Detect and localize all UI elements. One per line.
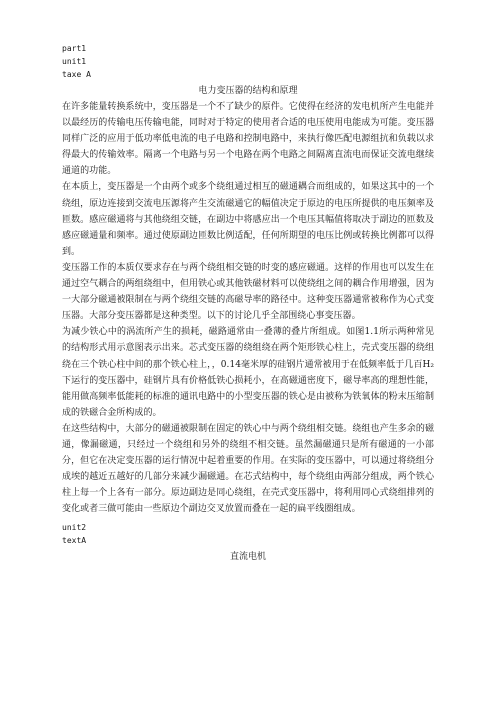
text-label: taxe A [62,70,91,79]
section-title: 直流电机 [229,552,266,563]
paragraph: 在本质上，变压器是一个由两个或多个绕组通过相互的磁通耦合而组成的，如果这其中的一个绕组，原边连接到交流电压源将产生交流磁通它的幅值决定于原边的电压所提供的电压频率及匝数。感应磁通将与其他绕组交链，在副边中将感应出一个电压其幅值将取决于副边的匝数及感应磁通量和频率。通过使原副边匝数比例适配，任何所期望的电压比例或转换比例都可以得到。 [62,182,434,257]
text-label: textA [62,536,87,546]
paragraph: 变压器工作的本质仅要求存在与两个绕组相交链的时变的感应磁通。这样的作用也可以发生在通过空气耦合的两组绕组中，但用铁心或其他铁磁材料可以使绕组之间的耦合作用增强，因为一大部分磁通被限制在与两个绕组交链的高磁导率的路径中。这种变压器通常被称作为心式变压器。大部分变压器都是这种类型。以下的讨论几乎全部围绕心事变压器。 [62,262,434,322]
paragraph: 为减少铁心中的涡流所产生的损耗，磁路通常由一叠薄的叠片所组成。如图1.1所示两种常见的结构形式用示意图表示出来。芯式变压器的绕组绕在两个矩形铁心柱上，壳式变压器的绕组绕在三个铁心柱中间的那个铁心柱上，，0.14毫米厚的硅钢片通常被用于在低频率低于几百H₂下运行的变压器中，硅钢片具有价格低铁心损耗小，在高磁通密度下，磁导率高的理想性能，能用做高频率低能耗的标准的通讯电路中的小型变压器的铁心是由被称为铁氧体的粉末压缩制成的铁磁合金所构成的。 [62,327,434,418]
part-label: part1 [62,44,87,53]
unit-label: unit1 [62,57,87,66]
section-title: 电力变压器的结构和原理 [198,86,298,96]
unit-label: unit2 [62,523,87,533]
paragraph: 在许多能量转换系统中，变压器是一个不了缺少的原件。它使得在经济的发电机所产生电能并以最经历的传输电压传输电能，同时对于特定的使用者合适的电压使用电能成为可能。变压器同样广泛的应用于低功率低电流的电子电路和控制电路中，来执行像匹配电源组抗和负载以求得最大的传输效率。隔离一个电路与另一个电路在两个电路之间隔离直流电而保证交流电继续通道的功能。 [62,102,434,177]
paragraph: 在这些结构中，大部分的磁通被限制在固定的铁心中与两个绕组相交链。绕组也产生多余的磁通，像漏磁通，只经过一个绕组和另外的绕组不相交链。虽然漏磁通只是所有磁通的一小部分，但它在决定变压器的运行情况中起着重要的作用。在实际的变压器中，可以通过将绕组分成埃的越近五越好的几部分来减少漏磁通。在芯式结构中，每个绕组由两部分组成，两个铁心柱上每一个上各有一部分。原边副边是同心绕组，在壳式变压器中，将利用同心式绕组排列的变化或者三做可能由一些原边个副边交叉放置而叠在一起的扁平线圈组成。 [62,423,434,515]
